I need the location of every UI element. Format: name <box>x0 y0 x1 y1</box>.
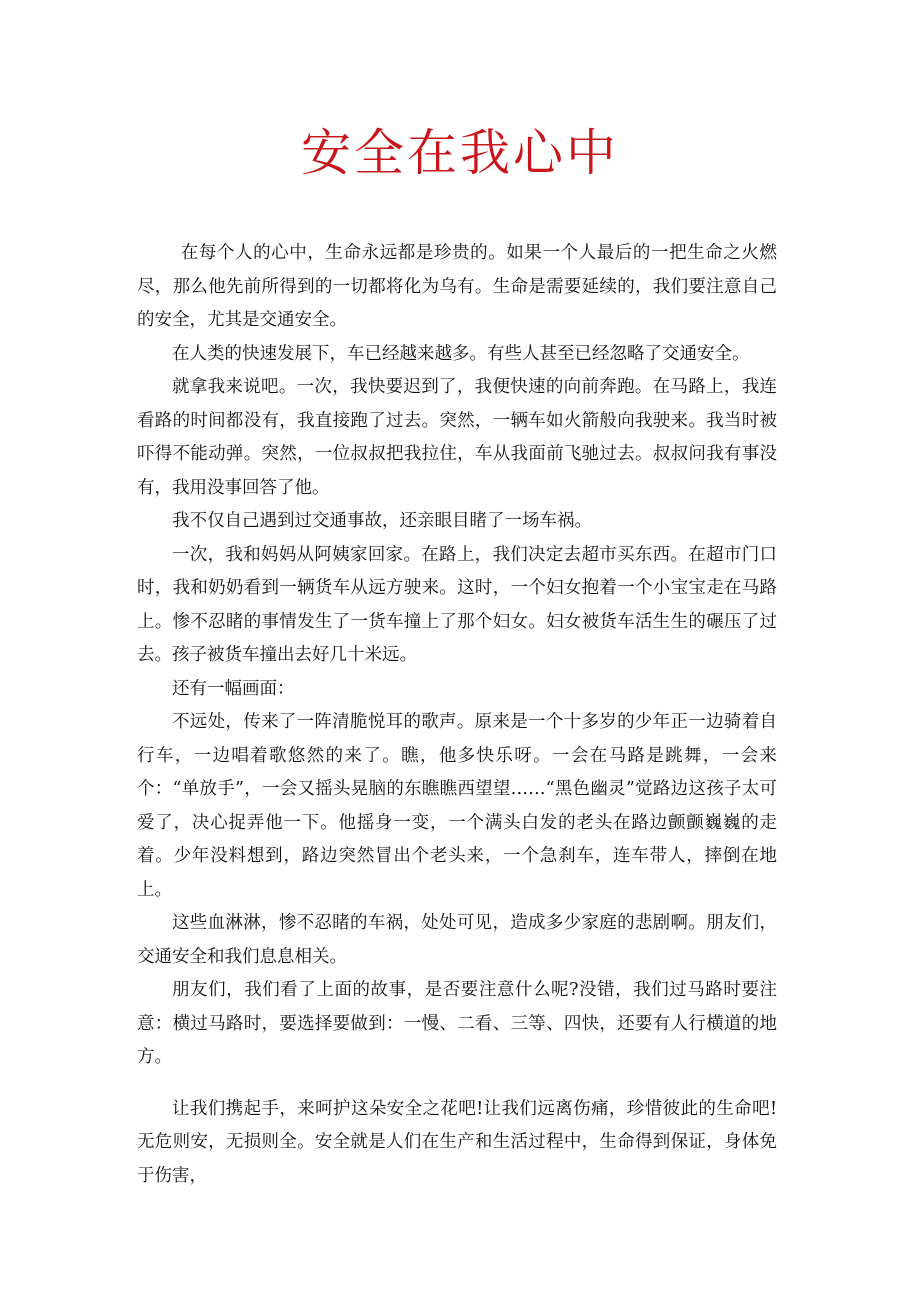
paragraph-9: 朋友们，我们看了上面的故事，是否要注意什么呢?没错，我们过马路时要注意：横过马路时，要选择要做到：一慢、二看、三等、四快，还要有人行横道的地方。 <box>137 980 777 1067</box>
paragraph-7: 不远处，传来了一阵清脆悦耳的歌声。原来是一个十多岁的少年正一边骑着自行车，一边唱着歌悠然的来了。瞧，他多快乐呀。一会在马路是跳舞，一会来个：“单放手”，一会又摇头晃脑的东瞧瞧西望望……“黑色幽灵”觉路边这孩子太可爱了，决心捉弄他一下。他摇身一变，一个满头白发的老头在路边颤颤巍巍的走着。少年没料想到，路边突然冒出个老头来，一个急刹车，连车带人，摔倒在地上。 <box>137 712 777 900</box>
paragraph-6: 还有一幅画面： <box>172 678 295 699</box>
paragraph-1: 在每个人的心中，生命永远都是珍贵的。如果一个人最后的一把生命之火燃尽，那么他先前所得到的一切都将化为乌有。生命是需要延续的，我们要注意自己的安全，尤其是交通安全。 <box>137 243 777 330</box>
page-title: 安全在我心中 <box>301 124 619 182</box>
article-body <box>137 237 777 1193</box>
paragraph-8: 这些血淋淋，惨不忍睹的车祸，处处可见，造成多少家庭的悲剧啊。朋友们，交通安全和我们息息相关。 <box>137 913 777 967</box>
paragraph-5: 一次，我和妈妈从阿姨家回家。在路上，我们决定去超市买东西。在超市门口时，我和奶奶看到一辆货车从远方驶来。这时，一个妇女抱着一个小宝宝走在马路上。惨不忍睹的事情发生了一货车撞上了那个妇女。妇女被货车活生生的碾压了过去。孩子被货车撞出去好几十米远。 <box>137 544 777 665</box>
paragraph-4: 我不仅自己遇到过交通事故，还亲眼目睹了一场车祸。 <box>172 511 592 531</box>
paragraph-10: 让我们携起手，来呵护这朵安全之花吧!让我们远离伤痛，珍惜彼此的生命吧!无危则安，无损则全。安全就是人们在生产和生活过程中，生命得到保证，身体免于伤害， <box>137 1098 777 1186</box>
paragraph-3: 就拿我来说吧。一次，我快要迟到了，我便快速的向前奔跑。在马路上，我连看路的时间都没有，我直接跑了过去。突然，一辆车如火箭般向我驶来。我当时被吓得不能动弹。突然，一位叔叔把我拉住，车从我面前飞驰过去。叔叔问我有事没有，我用没事回答了他。 <box>137 377 777 498</box>
paragraph-2: 在人类的快速发展下，车已经越来越多。有些人甚至已经忽略了交通安全。 <box>172 343 750 364</box>
